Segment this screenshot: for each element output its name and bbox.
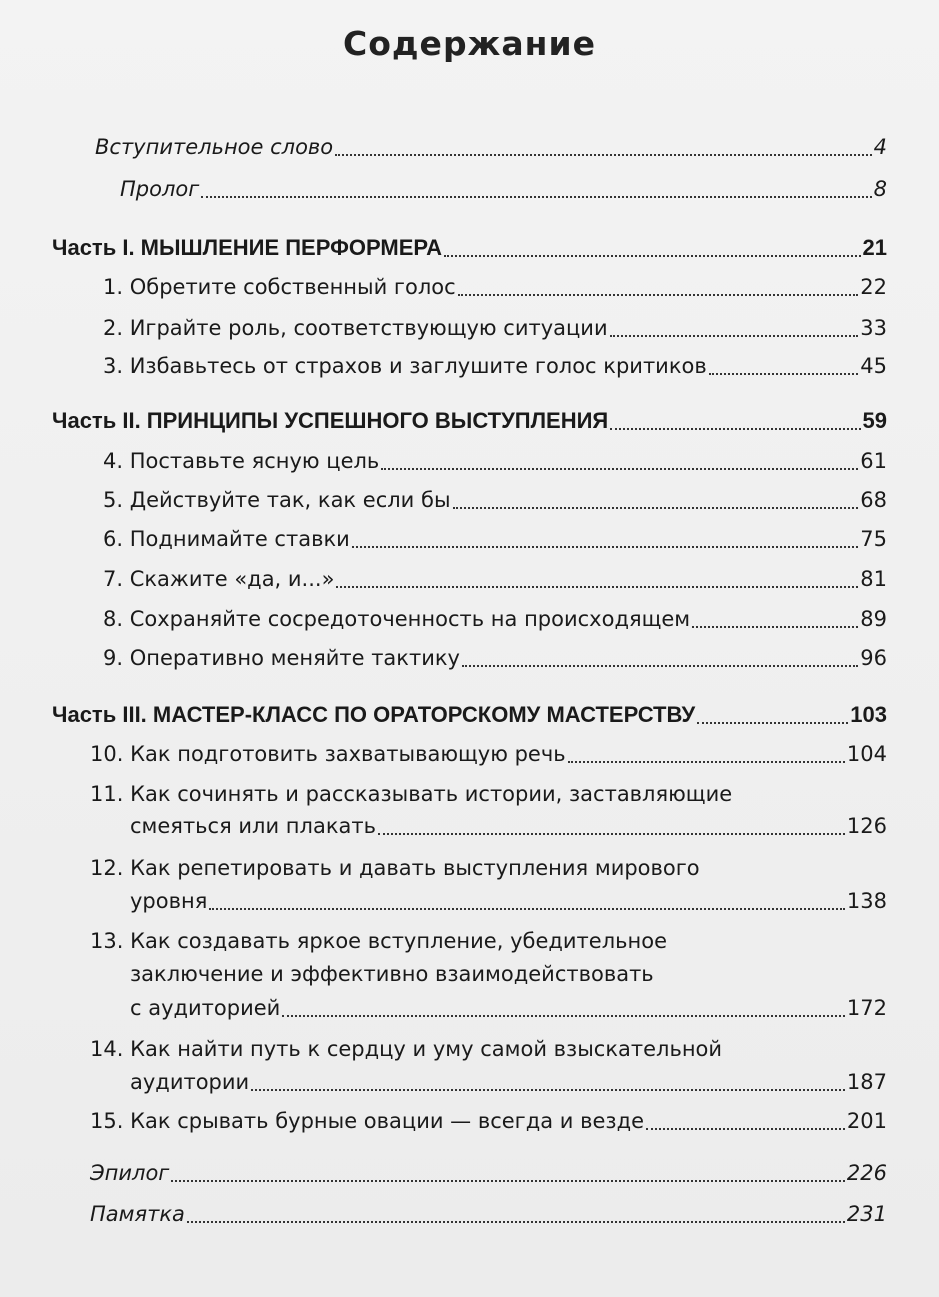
toc-chapter-13[interactable]: с аудиторией 172 [130, 996, 887, 1020]
toc-chapter-4[interactable]: 4. Поставьте ясную цель 61 [103, 449, 887, 473]
toc-chapter-12-line1: 12. Как репетировать и давать выступления мирового [90, 856, 700, 880]
toc-chapter-1[interactable]: 1. Обретите собственный голос 22 [103, 275, 887, 299]
toc-chapter-7[interactable]: 7. Скажите «да, и...» 81 [103, 567, 887, 591]
toc-entry-epilogue[interactable]: Эпилог 226 [90, 1161, 887, 1185]
toc-part-2[interactable]: Часть II. ПРИНЦИПЫ УСПЕШНОГО ВЫСТУПЛЕНИЯ 59 [52, 408, 887, 433]
toc-chapter-12[interactable]: уровня 138 [130, 889, 887, 913]
toc-chapter-11[interactable]: смеяться или плакать 126 [130, 814, 887, 838]
toc-entry-prologue[interactable]: Пролог 8 [120, 177, 887, 201]
toc-chapter-5[interactable]: 5. Действуйте так, как если бы 68 [103, 488, 887, 512]
toc-part-3[interactable]: Часть III. МАСТЕР-КЛАСС ПО ОРАТОРСКОМУ МАСТЕРСТВУ 103 [52, 702, 887, 727]
toc-chapter-8[interactable]: 8. Сохраняйте сосредоточенность на происходящем 89 [103, 607, 887, 631]
toc-entry-memo[interactable]: Памятка 231 [90, 1202, 887, 1226]
toc-chapter-2[interactable]: 2. Играйте роль, соответствующую ситуации 33 [103, 316, 887, 340]
toc-chapter-14[interactable]: аудитории 187 [130, 1070, 887, 1094]
toc-entry-intro[interactable]: Вступительное слово 4 [95, 135, 887, 159]
toc-chapter-13-line2: заключение и эффективно взаимодействовать [130, 962, 654, 986]
toc-chapter-13-line1: 13. Как создавать яркое вступление, убедительное [90, 929, 667, 953]
toc-chapter-14-line1: 14. Как найти путь к сердцу и уму самой взыскательной [90, 1037, 723, 1061]
toc-chapter-15[interactable]: 15. Как срывать бурные овации — всегда и везде 201 [90, 1109, 887, 1133]
toc-chapter-10[interactable]: 10. Как подготовить захватывающую речь 104 [90, 742, 887, 766]
toc-chapter-6[interactable]: 6. Поднимайте ставки 75 [103, 527, 887, 551]
toc-chapter-11-line1: 11. Как сочинять и рассказывать истории, заставляющие [90, 782, 733, 806]
toc-part-1[interactable]: Часть I. МЫШЛЕНИЕ ПЕРФОРМЕРА 21 [52, 235, 887, 260]
page-title: Содержание [343, 24, 596, 63]
toc-chapter-9[interactable]: 9. Оперативно меняйте тактику 96 [103, 646, 887, 670]
toc-chapter-3[interactable]: 3. Избавьтесь от страхов и заглушите голос критиков 45 [103, 354, 887, 378]
